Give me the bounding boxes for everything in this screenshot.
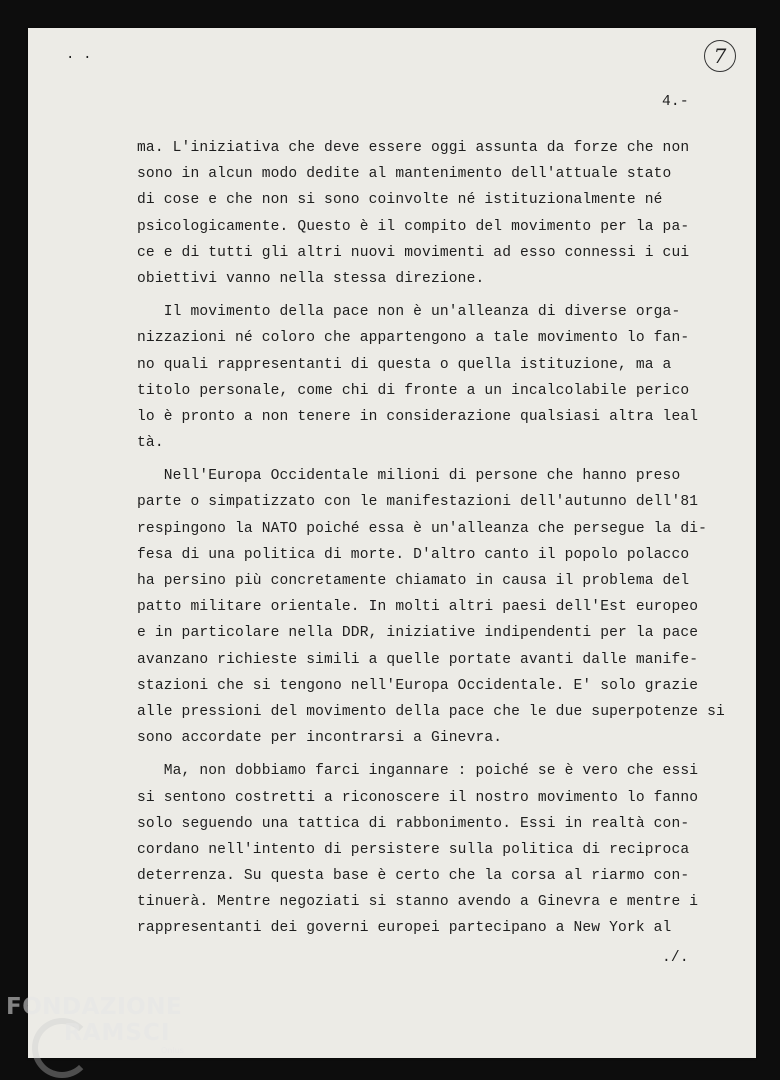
- text-line: alle pressioni del movimento della pace che le due superpotenze si: [137, 703, 725, 720]
- text-line: lo è pronto a non tenere in considerazione qualsiasi altra leal: [137, 408, 699, 425]
- text-line: parte o simpatizzato con le manifestazioni dell'autunno dell'81: [137, 494, 699, 511]
- text-line: Ma, non dobbiamo farci ingannare : poiché se è vero che essi: [137, 763, 699, 780]
- text-line: tinuerà. Mentre negoziati si stanno avendo a Ginevra e mentre i: [137, 894, 699, 911]
- text-line: tà.: [137, 435, 164, 452]
- text-line: Il movimento della pace non è un'alleanza di diverse orga-: [137, 304, 681, 321]
- text-line: rappresentanti dei governi europei partecipano a New York al: [137, 920, 672, 937]
- text-line: sono in alcun modo dedite al mantenimento dell'attuale stato: [137, 166, 672, 183]
- handwritten-folio-number: 7: [704, 40, 736, 72]
- text-line: ce e di tutti gli altri nuovi movimenti ad esso connessi i cui: [137, 244, 690, 261]
- paragraph: [137, 135, 737, 292]
- text-line: cordano nell'intento di persistere sulla politica di reciproca: [137, 841, 690, 858]
- watermark-line-3: Onlus: [161, 1046, 184, 1055]
- document-body: [137, 135, 737, 942]
- text-line: psicologicamente. Questo è il compito del movimento per la pa-: [137, 218, 690, 235]
- text-line: avanzano richieste simili a quelle portate avanti dalle manife-: [137, 651, 699, 668]
- text-line: fesa di una politica di morte. D'altro canto il popolo polacco: [137, 546, 690, 563]
- text-line: solo seguendo una tattica di rabbonimento. Essi in realtà con-: [137, 815, 690, 832]
- paragraph: [137, 758, 737, 941]
- paragraph: [137, 463, 737, 751]
- text-line: si sentono costretti a riconoscere il nostro movimento lo fanno: [137, 789, 699, 806]
- text-line: di cose e che non si sono coinvolte né istituzionalmente né: [137, 192, 663, 209]
- text-line: Nell'Europa Occidentale milioni di persone che hanno preso: [137, 468, 681, 485]
- watermark: [6, 994, 184, 1056]
- text-line: e in particolare nella DDR, iniziative indipendenti per la pace: [137, 625, 699, 642]
- text-line: titolo personale, come chi di fronte a un incalcolabile perico: [137, 382, 690, 399]
- page-number: 4.-: [662, 94, 689, 110]
- text-line: obiettivi vanno nella stessa direzione.: [137, 270, 485, 287]
- text-line: no quali rappresentanti di questa o quella istituzione, ma a: [137, 356, 672, 373]
- text-line: sono accordate per incontrarsi a Ginevra.: [137, 730, 503, 747]
- paragraph: [137, 299, 737, 456]
- text-line: deterrenza. Su questa base è certo che la corsa al riarmo con-: [137, 868, 690, 885]
- watermark-line-1: FONDAZIONE: [6, 994, 183, 1020]
- text-line: stazioni che si tengono nell'Europa Occidentale. E' solo grazie: [137, 677, 699, 694]
- text-line: ha persino più concretamente chiamato in causa il problema del: [137, 573, 690, 589]
- text-line: ma. L'iniziativa che deve essere oggi assunta da forze che non: [137, 140, 690, 156]
- continuation-mark: ./.: [662, 950, 689, 966]
- watermark-line-2: RAMSCI: [64, 1020, 171, 1046]
- text-line: patto militare orientale. In molti altri paesi dell'Est europeo: [137, 599, 699, 616]
- text-line: nizzazioni né coloro che appartengono a tale movimento lo fan-: [137, 330, 690, 347]
- text-line: respingono la NATO poiché essa è un'alleanza che persegue la di-: [137, 520, 708, 537]
- corner-marks: · ·: [66, 50, 92, 66]
